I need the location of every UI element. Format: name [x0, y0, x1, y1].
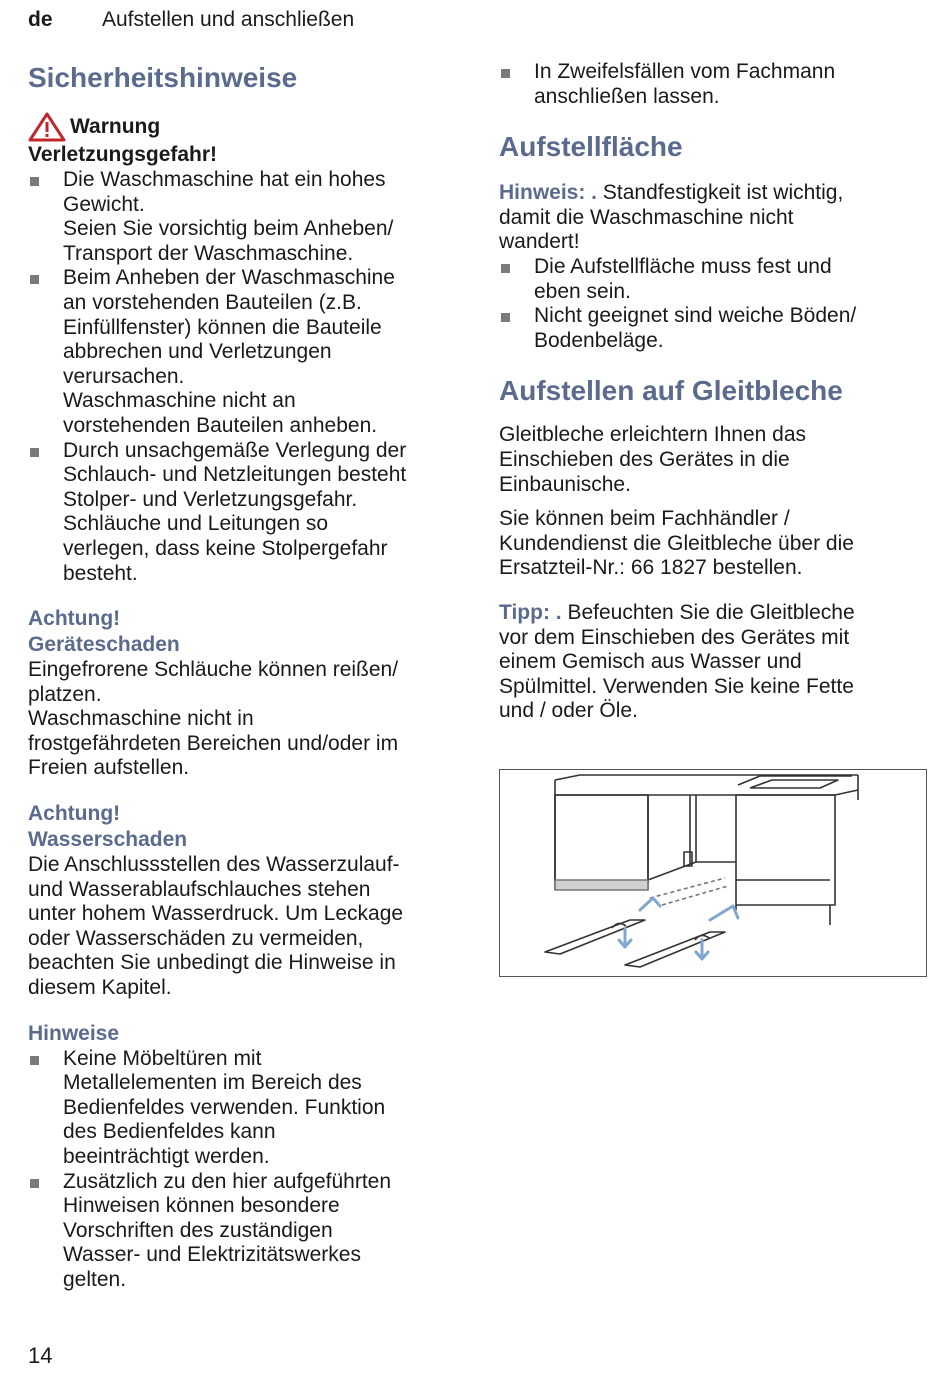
bullet-square-icon: [30, 1179, 39, 1188]
bullet-square-icon: [30, 1056, 39, 1065]
bullet-square-icon: [501, 264, 510, 273]
caution2-line: oder Wasserschäden zu vermeiden,: [28, 926, 364, 950]
caution1-line: Eingefrorene Schläuche können reißen/: [28, 658, 399, 682]
injury-list: [28, 168, 458, 586]
injury-line: Schlauch- und Netzleitungen besteht: [63, 463, 407, 487]
surface-line: Die Aufstellfläche muss fest und: [534, 254, 832, 278]
caution2-label: Achtung!: [28, 802, 121, 826]
tip-line: und / oder Öle.: [499, 699, 638, 723]
surface-note: [499, 181, 929, 255]
notes-item: [28, 1047, 458, 1170]
surface-line: Bodenbeläge.: [534, 328, 664, 352]
injury-line: Transport der Waschmaschine.: [63, 241, 354, 265]
slide-plates-illustration-icon: [500, 770, 925, 975]
top-line: anschließen lassen.: [534, 84, 720, 108]
right-column: [499, 60, 929, 724]
top-line: In Zweifelsfällen vom Fachmann: [534, 60, 836, 83]
injury-item: [28, 266, 458, 438]
notes-line: Bedienfeldes verwenden. Funktion: [63, 1095, 386, 1119]
notes-item: [28, 1170, 458, 1293]
notes-line: gelten.: [63, 1267, 127, 1291]
injury-line: Schläuche und Leitungen so: [63, 512, 329, 536]
injury-line: Durch unsachgemäße Verlegung der: [63, 438, 407, 462]
warning-row: [28, 112, 458, 142]
injury-line: Stolper- und Verletzungsgefahr.: [63, 487, 358, 511]
injury-line: Die Waschmaschine hat ein hohes: [63, 168, 386, 191]
injury-line: vorstehenden Bauteilen anheben.: [63, 413, 378, 437]
injury-line: an vorstehenden Bauteilen (z.B.: [63, 290, 362, 314]
page-number: 14: [28, 1343, 53, 1368]
safety-heading: Sicherheitshinweise: [28, 62, 298, 93]
caution2-subhead: Wasserschaden: [28, 828, 188, 852]
injury-line: abbrechen und Verletzungen: [63, 340, 332, 364]
surface-note-line: Standfestigkeit ist wichtig,: [597, 181, 844, 205]
surface-item: [499, 304, 929, 353]
slide-paragraph-2: [499, 507, 929, 581]
language-code: de: [28, 8, 53, 31]
caution1-text: [28, 658, 458, 781]
injury-label: Verletzungsgefahr!: [28, 143, 218, 166]
notes-list: [28, 1047, 458, 1293]
notes-line: Wasser- und Elektrizitätswerkes: [63, 1243, 361, 1267]
slide-p1-line: Einschieben des Gerätes in die: [499, 447, 790, 471]
left-column: [28, 60, 458, 1293]
tip-label: Tipp: .: [499, 600, 562, 624]
surface-note-line: damit die Waschmaschine nicht: [499, 205, 794, 229]
notes-line: Vorschriften des zuständigen: [63, 1218, 333, 1242]
top-list: [499, 60, 929, 109]
notes-line: Metallelementen im Bereich des: [63, 1071, 362, 1095]
notes-line: Hinweisen können besondere: [63, 1194, 340, 1218]
notes-line: Keine Möbeltüren mit: [63, 1046, 262, 1070]
tip-line: Spülmittel. Verwenden Sie keine Fette: [499, 674, 854, 698]
slide-heading: Aufstellen auf Gleitbleche: [499, 375, 843, 407]
slide-p1-line: Einbaunische.: [499, 472, 631, 496]
tip-line: Befeuchten Sie die Gleitbleche: [561, 600, 855, 624]
caution1-label: Achtung!: [28, 607, 121, 631]
surface-line: Nicht geeignet sind weiche Böden/: [534, 304, 857, 328]
injury-line: Einfüllfenster) können die Bauteile: [63, 315, 382, 339]
chapter-title: Aufstellen und anschließen: [102, 8, 355, 31]
bullet-square-icon: [501, 69, 510, 78]
injury-line: verlegen, dass keine Stolpergefahr: [63, 536, 388, 560]
injury-item: [28, 439, 458, 587]
caution1-line: Waschmaschine nicht in: [28, 707, 254, 731]
slide-p2-line: Kundendienst die Gleitbleche über die: [499, 531, 854, 555]
injury-line: verursachen.: [63, 364, 185, 388]
caution1-subhead: Geräteschaden: [28, 633, 180, 657]
injury-line: Waschmaschine nicht an: [63, 389, 296, 413]
slide-plates-figure: [499, 769, 927, 977]
injury-item: [28, 168, 458, 266]
caution2-text: [28, 853, 458, 1001]
top-item: [499, 60, 929, 109]
injury-line: Gewicht.: [63, 192, 145, 216]
bullet-square-icon: [501, 313, 510, 322]
slide-p2-line: Ersatzteil-Nr.: 66 1827 bestellen.: [499, 556, 803, 580]
tip-line: vor dem Einschieben des Gerätes mit: [499, 625, 850, 649]
surface-list: [499, 255, 929, 353]
injury-line: besteht.: [63, 561, 138, 585]
bullet-square-icon: [30, 448, 39, 457]
surface-note-line: wandert!: [499, 230, 580, 254]
notes-label: Hinweise: [28, 1021, 120, 1045]
slide-paragraph-1: [499, 423, 929, 497]
bullet-square-icon: [30, 177, 39, 186]
caution2-line: beachten Sie unbedingt die Hinweise in: [28, 951, 396, 975]
surface-line: eben sein.: [534, 279, 631, 303]
caution1-line: frostgefährdeten Bereichen und/oder im: [28, 731, 399, 755]
slide-p2-line: Sie können beim Fachhändler /: [499, 507, 790, 531]
warning-label: Warnung: [70, 115, 161, 138]
surface-heading: Aufstellfläche: [499, 131, 683, 163]
injury-line: Seien Sie vorsichtig beim Anheben/: [63, 217, 394, 241]
notes-line: beeinträchtigt werden.: [63, 1145, 270, 1168]
tip-paragraph: [499, 601, 929, 724]
caution2-line: unter hohem Wasserdruck. Um Leckage: [28, 902, 404, 926]
notes-line: des Bedienfeldes kann: [63, 1120, 276, 1144]
warning-triangle-icon: [28, 112, 66, 142]
caution2-line: und Wasserablaufschlauches stehen: [28, 877, 371, 901]
caution1-line: platzen.: [28, 682, 102, 706]
surface-note-label: Hinweis: .: [499, 181, 598, 205]
tip-line: einem Gemisch aus Wasser und: [499, 650, 802, 674]
slide-p1-line: Gleitbleche erleichtern Ihnen das: [499, 423, 807, 447]
caution1-line: Freien aufstellen.: [28, 756, 190, 780]
bullet-square-icon: [30, 275, 39, 284]
injury-line: Beim Anheben der Waschmaschine: [63, 266, 395, 290]
caution2-line: Die Anschlussstellen des Wasserzulauf-: [28, 853, 400, 877]
caution2-line: diesem Kapitel.: [28, 976, 172, 1000]
surface-item: [499, 255, 929, 304]
notes-line: Zusätzlich zu den hier aufgeführten: [63, 1169, 392, 1193]
